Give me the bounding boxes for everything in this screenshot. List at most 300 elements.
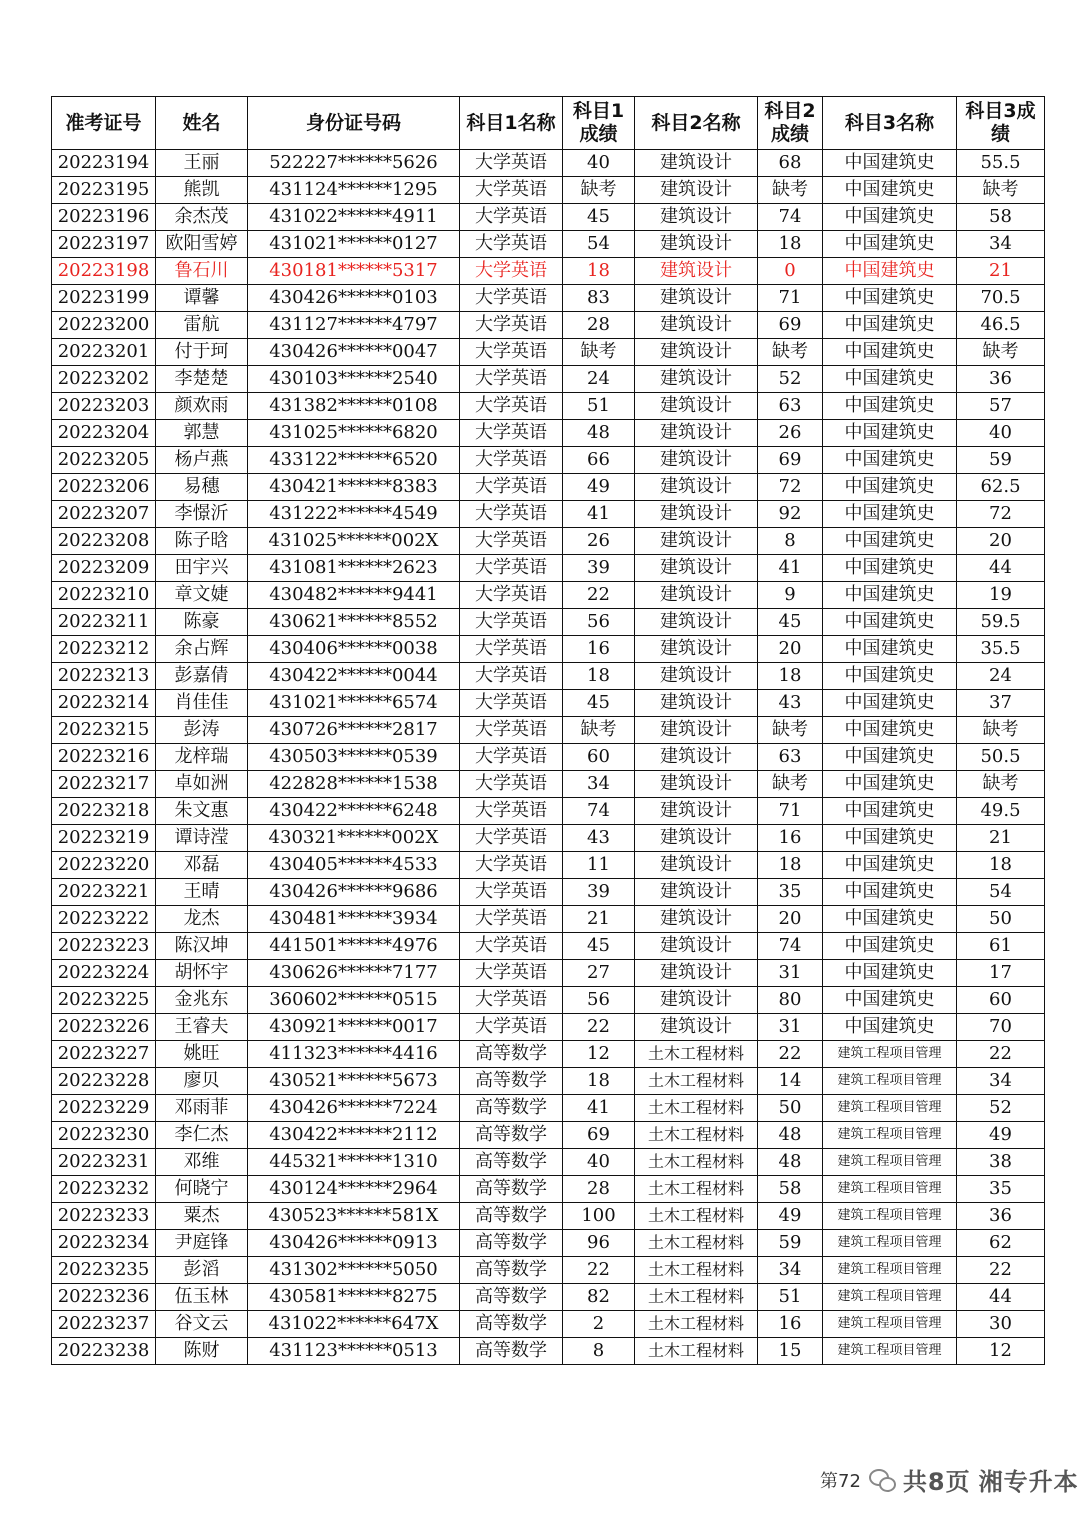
id-number-cell: 430726******2817 <box>248 717 460 744</box>
subject2-name-cell: 建筑设计 <box>635 663 758 690</box>
exam-id-cell: 20223234 <box>52 1230 156 1257</box>
table-row <box>52 393 1045 420</box>
exam-id-cell: 20223217 <box>52 771 156 798</box>
name-cell: 谭诗滢 <box>156 825 248 852</box>
name-cell: 彭涛 <box>156 717 248 744</box>
name-cell: 雷航 <box>156 312 248 339</box>
subject1-score-cell: 26 <box>563 528 635 555</box>
subject3-score-cell: 38 <box>957 1149 1045 1176</box>
subject1-score-cell: 69 <box>563 1122 635 1149</box>
subject3-score-cell: 21 <box>957 825 1045 852</box>
subject1-name-cell: 大学英语 <box>460 231 563 258</box>
id-number-cell: 431124******1295 <box>248 177 460 204</box>
subject2-name-cell: 土木工程材料 <box>635 1068 758 1095</box>
id-number-cell: 430103******2540 <box>248 366 460 393</box>
table-row <box>52 1284 1045 1311</box>
id-number-cell: 411323******4416 <box>248 1041 460 1068</box>
subject2-name-cell: 建筑设计 <box>635 690 758 717</box>
table-row <box>52 906 1045 933</box>
subject3-score-cell: 21 <box>957 258 1045 285</box>
header-col-subject3-score <box>957 97 1045 150</box>
subject1-name-cell: 大学英语 <box>460 177 563 204</box>
subject2-score-cell: 63 <box>758 393 823 420</box>
subject2-score-cell: 31 <box>758 960 823 987</box>
id-number-cell: 430422******0044 <box>248 663 460 690</box>
exam-id-cell: 20223197 <box>52 231 156 258</box>
table-row <box>52 879 1045 906</box>
watermark-text: 湘专升本 <box>978 1468 1079 1496</box>
table-row <box>52 1041 1045 1068</box>
subject2-name-cell: 建筑设计 <box>635 501 758 528</box>
subject1-name-cell: 高等数学 <box>460 1311 563 1338</box>
exam-id-cell: 20223222 <box>52 906 156 933</box>
subject2-score-cell: 51 <box>758 1284 823 1311</box>
subject1-score-cell: 82 <box>563 1284 635 1311</box>
subject3-score-cell: 22 <box>957 1257 1045 1284</box>
subject2-name-cell: 土木工程材料 <box>635 1203 758 1230</box>
id-number-cell: 441501******4976 <box>248 933 460 960</box>
subject3-score-cell: 50 <box>957 906 1045 933</box>
id-number-cell: 430523******581X <box>248 1203 460 1230</box>
subject1-score-cell: 34 <box>563 771 635 798</box>
name-cell: 陈豪 <box>156 609 248 636</box>
name-cell: 伍玉林 <box>156 1284 248 1311</box>
id-number-cell: 430521******5673 <box>248 1068 460 1095</box>
name-cell: 金兆东 <box>156 987 248 1014</box>
subject1-name-cell: 高等数学 <box>460 1230 563 1257</box>
subject1-name-cell: 高等数学 <box>460 1095 563 1122</box>
subject2-score-cell: 缺考 <box>758 771 823 798</box>
exam-id-cell: 20223218 <box>52 798 156 825</box>
subject2-score-cell: 69 <box>758 447 823 474</box>
subject3-score-cell: 52 <box>957 1095 1045 1122</box>
id-number-cell: 430181******5317 <box>248 258 460 285</box>
subject3-score-cell: 44 <box>957 555 1045 582</box>
subject3-score-cell: 36 <box>957 1203 1045 1230</box>
subject1-score-cell: 16 <box>563 636 635 663</box>
table-row <box>52 690 1045 717</box>
subject2-score-cell: 59 <box>758 1230 823 1257</box>
subject1-name-cell: 大学英语 <box>460 663 563 690</box>
table-row <box>52 744 1045 771</box>
subject1-score-cell: 21 <box>563 906 635 933</box>
header-text: 科目1名称 <box>466 111 556 134</box>
subject3-name-cell: 中国建筑史 <box>823 663 957 690</box>
subject3-score-cell: 40 <box>957 420 1045 447</box>
name-cell: 谷文云 <box>156 1311 248 1338</box>
header-text: 身份证号码 <box>305 111 401 134</box>
subject3-name-cell: 中国建筑史 <box>823 339 957 366</box>
subject2-name-cell: 土木工程材料 <box>635 1095 758 1122</box>
subject1-name-cell: 大学英语 <box>460 420 563 447</box>
subject3-name-cell: 建筑工程项目管理 <box>823 1068 957 1095</box>
id-number-cell: 431127******4797 <box>248 312 460 339</box>
id-number-cell: 430422******6248 <box>248 798 460 825</box>
table-body <box>52 150 1045 1365</box>
subject2-name-cell: 建筑设计 <box>635 312 758 339</box>
subject3-score-cell: 18 <box>957 852 1045 879</box>
subject1-name-cell: 大学英语 <box>460 960 563 987</box>
subject2-name-cell: 土木工程材料 <box>635 1257 758 1284</box>
exam-id-cell: 20223226 <box>52 1014 156 1041</box>
table-row <box>52 825 1045 852</box>
subject1-score-cell: 18 <box>563 1068 635 1095</box>
subject3-score-cell: 缺考 <box>957 177 1045 204</box>
subject2-score-cell: 69 <box>758 312 823 339</box>
subject3-name-cell: 中国建筑史 <box>823 258 957 285</box>
subject1-score-cell: 18 <box>563 663 635 690</box>
subject2-score-cell: 74 <box>758 933 823 960</box>
id-number-cell: 430482******9441 <box>248 582 460 609</box>
subject2-name-cell: 建筑设计 <box>635 798 758 825</box>
subject2-score-cell: 16 <box>758 825 823 852</box>
exam-id-cell: 20223211 <box>52 609 156 636</box>
subject3-name-cell: 中国建筑史 <box>823 906 957 933</box>
subject2-name-cell: 建筑设计 <box>635 285 758 312</box>
subject1-score-cell: 83 <box>563 285 635 312</box>
name-cell: 朱文惠 <box>156 798 248 825</box>
subject3-score-cell: 55.5 <box>957 150 1045 177</box>
subject1-score-cell: 100 <box>563 1203 635 1230</box>
subject3-name-cell: 建筑工程项目管理 <box>823 1230 957 1257</box>
subject3-name-cell: 建筑工程项目管理 <box>823 1122 957 1149</box>
subject3-name-cell: 建筑工程项目管理 <box>823 1338 957 1365</box>
id-number-cell: 431022******4911 <box>248 204 460 231</box>
name-cell: 李仁杰 <box>156 1122 248 1149</box>
table-row <box>52 933 1045 960</box>
subject3-name-cell: 建筑工程项目管理 <box>823 1284 957 1311</box>
subject2-name-cell: 建筑设计 <box>635 177 758 204</box>
subject3-name-cell: 中国建筑史 <box>823 555 957 582</box>
exam-id-cell: 20223220 <box>52 852 156 879</box>
subject2-name-cell: 土木工程材料 <box>635 1176 758 1203</box>
subject1-score-cell: 66 <box>563 447 635 474</box>
subject3-score-cell: 57 <box>957 393 1045 420</box>
subject3-score-cell: 19 <box>957 582 1045 609</box>
name-cell: 王晴 <box>156 879 248 906</box>
subject1-name-cell: 大学英语 <box>460 339 563 366</box>
subject2-name-cell: 建筑设计 <box>635 771 758 798</box>
subject3-name-cell: 中国建筑史 <box>823 690 957 717</box>
table-row <box>52 609 1045 636</box>
table-row <box>52 420 1045 447</box>
subject3-score-cell: 59 <box>957 447 1045 474</box>
subject1-name-cell: 大学英语 <box>460 366 563 393</box>
subject2-name-cell: 建筑设计 <box>635 582 758 609</box>
subject2-score-cell: 18 <box>758 852 823 879</box>
exam-id-cell: 20223233 <box>52 1203 156 1230</box>
subject3-name-cell: 中国建筑史 <box>823 447 957 474</box>
subject3-name-cell: 中国建筑史 <box>823 366 957 393</box>
exam-id-cell: 20223224 <box>52 960 156 987</box>
name-cell: 陈财 <box>156 1338 248 1365</box>
name-cell: 龙杰 <box>156 906 248 933</box>
subject3-name-cell: 中国建筑史 <box>823 717 957 744</box>
subject2-score-cell: 80 <box>758 987 823 1014</box>
exam-id-cell: 20223206 <box>52 474 156 501</box>
subject2-score-cell: 35 <box>758 879 823 906</box>
table-row <box>52 1257 1045 1284</box>
table-row <box>52 528 1045 555</box>
subject1-score-cell: 22 <box>563 1014 635 1041</box>
subject1-name-cell: 大学英语 <box>460 312 563 339</box>
subject3-name-cell: 中国建筑史 <box>823 609 957 636</box>
subject1-name-cell: 高等数学 <box>460 1122 563 1149</box>
subject2-name-cell: 土木工程材料 <box>635 1338 758 1365</box>
subject2-score-cell: 26 <box>758 420 823 447</box>
subject1-name-cell: 大学英语 <box>460 825 563 852</box>
subject1-score-cell: 40 <box>563 150 635 177</box>
subject1-name-cell: 大学英语 <box>460 150 563 177</box>
subject2-score-cell: 34 <box>758 1257 823 1284</box>
id-number-cell: 430422******2112 <box>248 1122 460 1149</box>
exam-id-cell: 20223210 <box>52 582 156 609</box>
table-row <box>52 231 1045 258</box>
id-number-cell: 430626******7177 <box>248 960 460 987</box>
page-number: 第72 <box>820 1470 861 1492</box>
exam-id-cell: 20223198 <box>52 258 156 285</box>
exam-id-cell: 20223204 <box>52 420 156 447</box>
subject1-name-cell: 大学英语 <box>460 906 563 933</box>
subject3-name-cell: 建筑工程项目管理 <box>823 1149 957 1176</box>
table-row <box>52 1095 1045 1122</box>
subject2-score-cell: 72 <box>758 474 823 501</box>
subject3-name-cell: 建筑工程项目管理 <box>823 1203 957 1230</box>
table-row <box>52 555 1045 582</box>
subject2-name-cell: 建筑设计 <box>635 150 758 177</box>
table-row <box>52 150 1045 177</box>
subject1-name-cell: 大学英语 <box>460 987 563 1014</box>
subject1-name-cell: 大学英语 <box>460 204 563 231</box>
subject2-name-cell: 建筑设计 <box>635 420 758 447</box>
exam-id-cell: 20223215 <box>52 717 156 744</box>
id-number-cell: 430321******002X <box>248 825 460 852</box>
subject3-score-cell: 54 <box>957 879 1045 906</box>
subject1-name-cell: 大学英语 <box>460 285 563 312</box>
subject2-name-cell: 建筑设计 <box>635 339 758 366</box>
subject1-score-cell: 39 <box>563 879 635 906</box>
name-cell: 余杰茂 <box>156 204 248 231</box>
subject3-score-cell: 46.5 <box>957 312 1045 339</box>
name-cell: 姚旺 <box>156 1041 248 1068</box>
subject2-score-cell: 8 <box>758 528 823 555</box>
name-cell: 肖佳佳 <box>156 690 248 717</box>
header-text: 绩 <box>990 123 1010 145</box>
subject1-name-cell: 大学英语 <box>460 744 563 771</box>
subject2-name-cell: 建筑设计 <box>635 825 758 852</box>
subject3-name-cell: 中国建筑史 <box>823 771 957 798</box>
subject1-score-cell: 39 <box>563 555 635 582</box>
table-row <box>52 1149 1045 1176</box>
subject2-score-cell: 48 <box>758 1149 823 1176</box>
subject3-name-cell: 中国建筑史 <box>823 474 957 501</box>
exam-id-cell: 20223231 <box>52 1149 156 1176</box>
subject1-name-cell: 高等数学 <box>460 1149 563 1176</box>
id-number-cell: 430426******9686 <box>248 879 460 906</box>
subject1-score-cell: 40 <box>563 1149 635 1176</box>
header-text: 科目3名称 <box>844 111 935 134</box>
subject2-score-cell: 14 <box>758 1068 823 1095</box>
exam-id-cell: 20223237 <box>52 1311 156 1338</box>
subject3-name-cell: 建筑工程项目管理 <box>823 1257 957 1284</box>
subject1-score-cell: 28 <box>563 312 635 339</box>
subject3-name-cell: 中国建筑史 <box>823 312 957 339</box>
id-number-cell: 430481******3934 <box>248 906 460 933</box>
name-cell: 付于珂 <box>156 339 248 366</box>
subject2-score-cell: 9 <box>758 582 823 609</box>
name-cell: 彭嘉倩 <box>156 663 248 690</box>
name-cell: 陈子晗 <box>156 528 248 555</box>
subject3-score-cell: 50.5 <box>957 744 1045 771</box>
name-cell: 郭慧 <box>156 420 248 447</box>
name-cell: 欧阳雪婷 <box>156 231 248 258</box>
table-row <box>52 312 1045 339</box>
subject2-name-cell: 土木工程材料 <box>635 1311 758 1338</box>
subject1-score-cell: 18 <box>563 258 635 285</box>
subject3-score-cell: 36 <box>957 366 1045 393</box>
table-row <box>52 582 1045 609</box>
subject1-name-cell: 大学英语 <box>460 555 563 582</box>
subject2-score-cell: 16 <box>758 1311 823 1338</box>
table-row <box>52 177 1045 204</box>
subject2-score-cell: 45 <box>758 609 823 636</box>
header-text: 姓名 <box>182 111 221 134</box>
id-number-cell: 431022******647X <box>248 1311 460 1338</box>
subject3-name-cell: 中国建筑史 <box>823 150 957 177</box>
subject3-name-cell: 中国建筑史 <box>823 744 957 771</box>
page-total: 共8页 <box>902 1468 971 1496</box>
subject2-name-cell: 建筑设计 <box>635 933 758 960</box>
id-number-cell: 431081******2623 <box>248 555 460 582</box>
name-cell: 廖贝 <box>156 1068 248 1095</box>
table-row <box>52 771 1045 798</box>
subject2-score-cell: 缺考 <box>758 717 823 744</box>
table-row <box>52 1311 1045 1338</box>
table-row <box>52 717 1045 744</box>
subject1-score-cell: 51 <box>563 393 635 420</box>
subject1-score-cell: 54 <box>563 231 635 258</box>
subject2-name-cell: 土木工程材料 <box>635 1149 758 1176</box>
subject1-name-cell: 高等数学 <box>460 1068 563 1095</box>
subject2-name-cell: 土木工程材料 <box>635 1230 758 1257</box>
table-header-row <box>52 97 1045 150</box>
subject3-name-cell: 中国建筑史 <box>823 231 957 258</box>
table-row <box>52 501 1045 528</box>
subject3-score-cell: 62.5 <box>957 474 1045 501</box>
subject2-name-cell: 建筑设计 <box>635 1014 758 1041</box>
name-cell: 杨卢燕 <box>156 447 248 474</box>
table-row <box>52 1176 1045 1203</box>
subject2-score-cell: 0 <box>758 258 823 285</box>
subject2-name-cell: 建筑设计 <box>635 528 758 555</box>
subject2-name-cell: 建筑设计 <box>635 879 758 906</box>
name-cell: 熊凯 <box>156 177 248 204</box>
subject1-name-cell: 大学英语 <box>460 636 563 663</box>
subject3-score-cell: 49.5 <box>957 798 1045 825</box>
subject1-name-cell: 高等数学 <box>460 1284 563 1311</box>
id-number-cell: 431021******6574 <box>248 690 460 717</box>
id-number-cell: 430426******0913 <box>248 1230 460 1257</box>
subject3-name-cell: 中国建筑史 <box>823 582 957 609</box>
subject2-score-cell: 74 <box>758 204 823 231</box>
subject1-name-cell: 大学英语 <box>460 447 563 474</box>
subject3-name-cell: 中国建筑史 <box>823 960 957 987</box>
subject2-score-cell: 22 <box>758 1041 823 1068</box>
header-text: 成绩 <box>770 123 809 145</box>
header-col-id-number <box>248 97 460 150</box>
subject1-score-cell: 56 <box>563 987 635 1014</box>
name-cell: 邓维 <box>156 1149 248 1176</box>
subject2-name-cell: 建筑设计 <box>635 960 758 987</box>
id-number-cell: 431021******0127 <box>248 231 460 258</box>
subject1-name-cell: 大学英语 <box>460 393 563 420</box>
id-number-cell: 430421******8383 <box>248 474 460 501</box>
subject1-score-cell: 60 <box>563 744 635 771</box>
subject2-score-cell: 68 <box>758 150 823 177</box>
subject1-name-cell: 大学英语 <box>460 582 563 609</box>
id-number-cell: 360602******0515 <box>248 987 460 1014</box>
exam-id-cell: 20223200 <box>52 312 156 339</box>
exam-id-cell: 20223227 <box>52 1041 156 1068</box>
subject2-name-cell: 建筑设计 <box>635 258 758 285</box>
name-cell: 邓磊 <box>156 852 248 879</box>
table-row <box>52 1338 1045 1365</box>
id-number-cell: 430621******8552 <box>248 609 460 636</box>
exam-id-cell: 20223196 <box>52 204 156 231</box>
subject2-score-cell: 缺考 <box>758 177 823 204</box>
name-cell: 余占辉 <box>156 636 248 663</box>
subject2-score-cell: 31 <box>758 1014 823 1041</box>
subject1-score-cell: 22 <box>563 582 635 609</box>
id-number-cell: 431123******0513 <box>248 1338 460 1365</box>
subject2-name-cell: 建筑设计 <box>635 555 758 582</box>
wechat-icon <box>869 1469 895 1491</box>
subject3-name-cell: 中国建筑史 <box>823 1014 957 1041</box>
subject1-score-cell: 49 <box>563 474 635 501</box>
subject1-name-cell: 大学英语 <box>460 933 563 960</box>
subject3-score-cell: 70.5 <box>957 285 1045 312</box>
subject1-name-cell: 高等数学 <box>460 1203 563 1230</box>
table-row <box>52 852 1045 879</box>
exam-id-cell: 20223195 <box>52 177 156 204</box>
exam-id-cell: 20223202 <box>52 366 156 393</box>
name-cell: 李楚楚 <box>156 366 248 393</box>
name-cell: 彭滔 <box>156 1257 248 1284</box>
subject3-name-cell: 建筑工程项目管理 <box>823 1041 957 1068</box>
subject2-score-cell: 63 <box>758 744 823 771</box>
subject1-score-cell: 41 <box>563 1095 635 1122</box>
subject1-score-cell: 缺考 <box>563 339 635 366</box>
subject1-name-cell: 大学英语 <box>460 258 563 285</box>
subject1-score-cell: 8 <box>563 1338 635 1365</box>
id-number-cell: 430406******0038 <box>248 636 460 663</box>
subject2-name-cell: 建筑设计 <box>635 474 758 501</box>
name-cell: 易穗 <box>156 474 248 501</box>
table-row <box>52 960 1045 987</box>
id-number-cell: 430921******0017 <box>248 1014 460 1041</box>
header-col-subject1-name <box>460 97 563 150</box>
header-text: 科目3成 <box>965 100 1036 122</box>
subject3-name-cell: 中国建筑史 <box>823 825 957 852</box>
subject3-name-cell: 建筑工程项目管理 <box>823 1095 957 1122</box>
subject1-name-cell: 大学英语 <box>460 717 563 744</box>
subject3-name-cell: 中国建筑史 <box>823 204 957 231</box>
header-col-name <box>156 97 248 150</box>
id-number-cell: 430124******2964 <box>248 1176 460 1203</box>
subject1-score-cell: 缺考 <box>563 717 635 744</box>
exam-id-cell: 20223207 <box>52 501 156 528</box>
table-row <box>52 285 1045 312</box>
